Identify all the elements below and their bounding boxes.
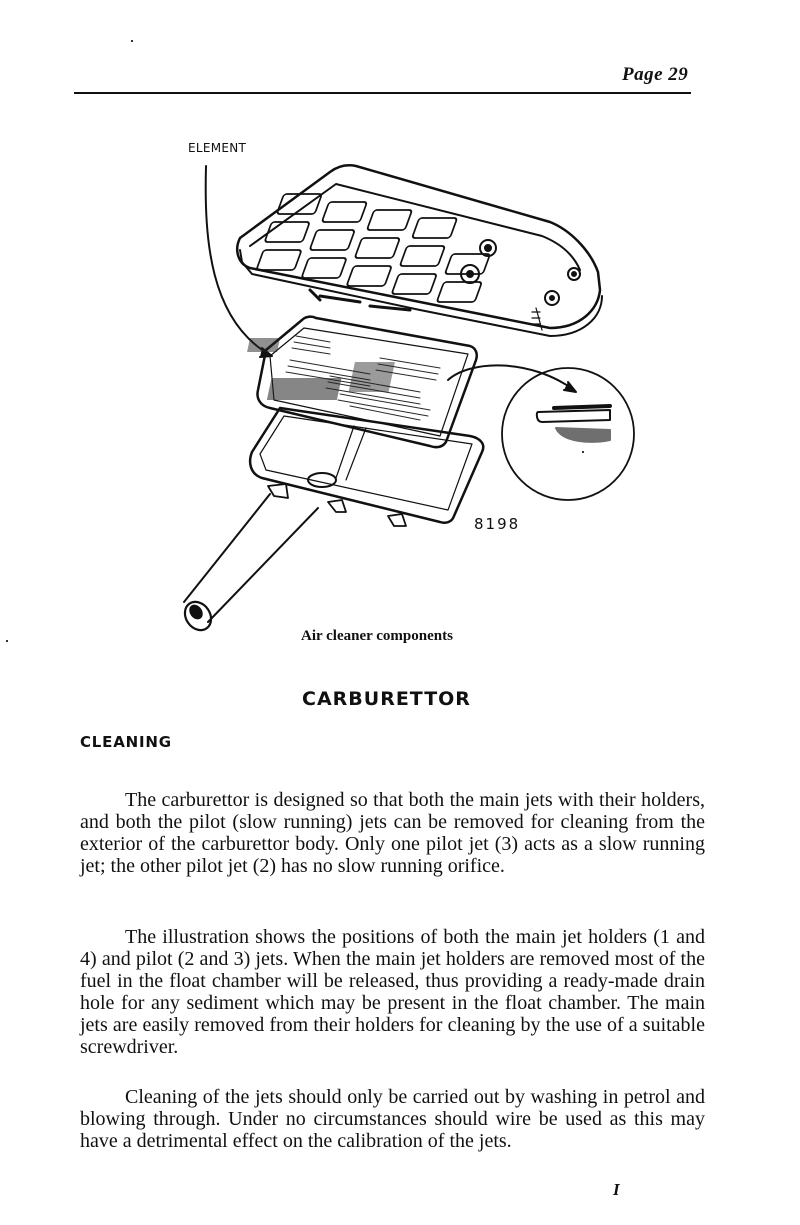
section-title: CARBURETTOR: [302, 688, 471, 710]
scan-speck: [6, 640, 8, 642]
body-paragraph: The carburettor is designed so that both the main jets with their holders, and both the pilot (slow running) jets can be removed for cleaning from the exterior of the carburettor body. Only one pilot jet (3) acts as a slow running jet; the other pilot jet (2) has no slow running orifice.: [80, 789, 705, 877]
air-cleaner-illustration: [170, 150, 650, 640]
body-paragraph: The illustration shows the positions of both the main jet holders (1 and 4) and pilot (2 and 3) jets. When the main jet holders are removed most of the fuel in the float chamber will be released, thus providing a ready-made drain hole for any sediment which may be present in the float chamber. The main jets are easily removed from their holders for cleaning by the use of a suitable screwdriver.: [80, 926, 705, 1058]
detail-magnifier-circle: [448, 365, 634, 500]
scan-speck: [582, 451, 584, 453]
figure-callout-label: ELEMENT: [188, 141, 247, 155]
air-intake-pipe: [180, 494, 318, 635]
air-cleaner-cover: [237, 165, 602, 336]
body-paragraph: Cleaning of the jets should only be carried out by washing in petrol and blowing through. Under no circumstances should wire be used as this may have a detrimental effect on the calibration of the jets.: [80, 1086, 705, 1152]
air-cleaner-tray: [250, 408, 483, 526]
header-rule: [74, 92, 691, 94]
scan-speck: [131, 40, 133, 42]
figure-caption: Air cleaner components: [301, 628, 453, 644]
page-number: Page 29: [622, 64, 689, 85]
footer-mark: I: [613, 1180, 620, 1199]
figure-number: 8198: [474, 515, 521, 533]
subsection-title: CLEANING: [80, 733, 172, 751]
